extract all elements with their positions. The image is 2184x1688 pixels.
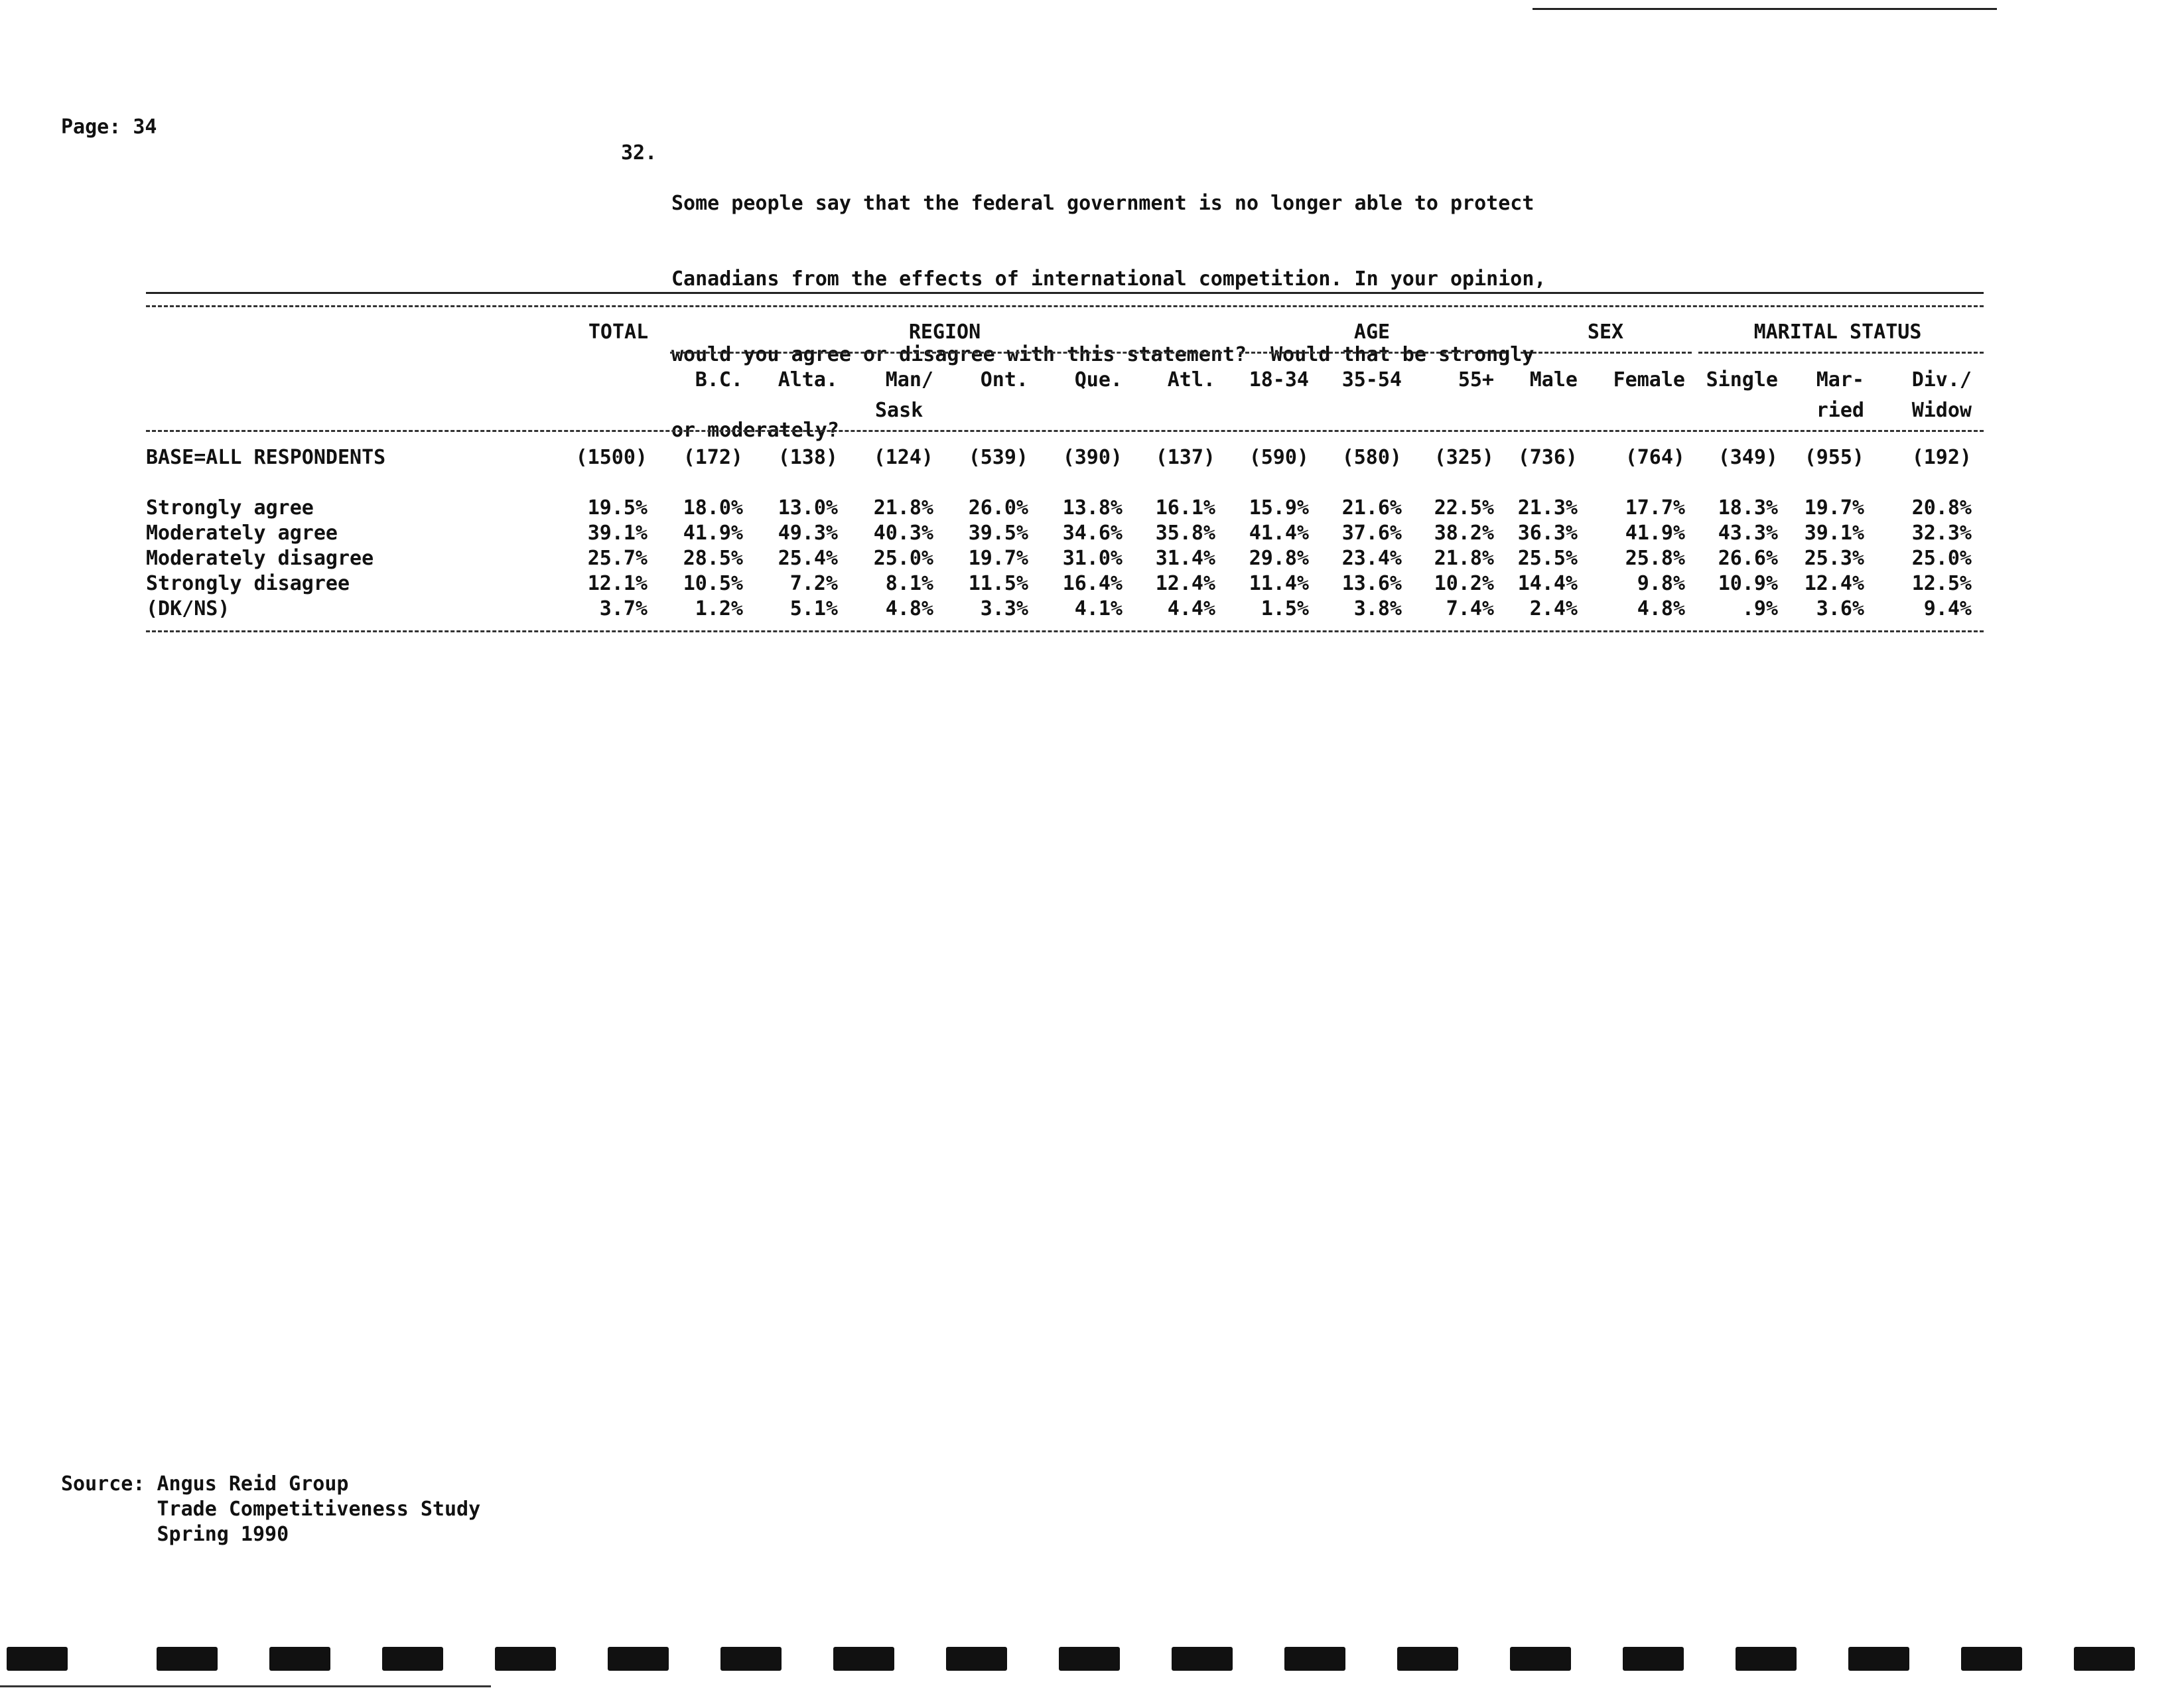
- table-cell: 12.4%: [1155, 572, 1215, 595]
- table-cell: 40.3%: [873, 522, 933, 545]
- registration-mark: [1059, 1647, 1120, 1671]
- table-cell: 7.2%: [789, 572, 838, 595]
- column-header: B.C.: [695, 368, 743, 391]
- table-cell: 3.7%: [599, 597, 648, 620]
- column-header: Div./: [1911, 368, 1972, 391]
- table-cell: 41.9%: [683, 522, 743, 545]
- table-cell: 1.5%: [1261, 597, 1309, 620]
- base-row-value: (172): [683, 446, 743, 469]
- source-note: [61, 1472, 480, 1547]
- table-cell: 16.1%: [1155, 496, 1215, 520]
- table-cell: 25.7%: [587, 547, 648, 570]
- table-cell: 12.4%: [1804, 572, 1864, 595]
- bottom-rule: [0, 1685, 491, 1687]
- base-row-value: (137): [1155, 446, 1215, 469]
- table-cell: 25.3%: [1804, 547, 1864, 570]
- group-underline: [1698, 352, 1984, 354]
- table-cell: 21.8%: [1434, 547, 1494, 570]
- table-cell: 17.7%: [1625, 496, 1685, 520]
- base-row-value: (138): [778, 446, 838, 469]
- question-line: or moderately?: [671, 419, 839, 442]
- table-cell: 20.8%: [1911, 496, 1972, 520]
- table-cell: 19.7%: [968, 547, 1028, 570]
- column-header: Alta.: [778, 368, 838, 391]
- base-row-value: (192): [1911, 446, 1972, 469]
- table-cell: 13.0%: [778, 496, 838, 520]
- table-cell: 26.6%: [1718, 547, 1778, 570]
- group-underline: [670, 352, 1222, 354]
- registration-mark: [269, 1647, 330, 1671]
- table-cell: 36.3%: [1517, 522, 1578, 545]
- group-header: AGE: [1353, 320, 1391, 344]
- table-cell: 29.8%: [1249, 547, 1309, 570]
- table-cell: 31.4%: [1155, 547, 1215, 570]
- table-cell: 25.8%: [1625, 547, 1685, 570]
- table-cell: 7.4%: [1446, 597, 1494, 620]
- table-cell: 16.4%: [1062, 572, 1123, 595]
- source-line: Spring 1990: [61, 1523, 289, 1546]
- table-cell: 25.5%: [1517, 547, 1578, 570]
- group-underline: [1239, 352, 1506, 354]
- table-cell: 39.5%: [968, 522, 1028, 545]
- registration-mark: [1510, 1647, 1571, 1671]
- table-cell: 21.3%: [1517, 496, 1578, 520]
- row-label: Moderately agree: [146, 522, 338, 545]
- base-row-value: (325): [1434, 446, 1494, 469]
- registration-mark: [7, 1647, 68, 1671]
- table-cell: 3.8%: [1353, 597, 1402, 620]
- table-cell: 4.1%: [1074, 597, 1123, 620]
- table-cell: 10.5%: [683, 572, 743, 595]
- column-header: Single: [1706, 368, 1778, 391]
- table-cell: 3.6%: [1816, 597, 1864, 620]
- row-label: Moderately disagree: [146, 547, 374, 570]
- registration-mark: [833, 1647, 894, 1671]
- table-cell: 19.7%: [1804, 496, 1864, 520]
- table-top-dashed-rule: [146, 305, 1984, 307]
- registration-mark: [1284, 1647, 1345, 1671]
- table-cell: 21.6%: [1341, 496, 1402, 520]
- column-header: 55+: [1458, 368, 1494, 391]
- base-row-value: (590): [1249, 446, 1309, 469]
- row-label: (DK/NS): [146, 597, 230, 620]
- base-row-value: (580): [1341, 446, 1402, 469]
- table-cell: 4.8%: [885, 597, 933, 620]
- column-header-line2: Sask: [875, 399, 923, 422]
- column-header: 18-34: [1249, 368, 1309, 391]
- question-text: [671, 141, 1546, 494]
- registration-mark: [1623, 1647, 1684, 1671]
- table-cell: 4.4%: [1167, 597, 1215, 620]
- column-header: Mar-: [1816, 368, 1864, 391]
- table-cell: 39.1%: [1804, 522, 1864, 545]
- registration-mark: [2074, 1647, 2135, 1671]
- base-row-value: (349): [1718, 446, 1778, 469]
- table-cell: 11.4%: [1249, 572, 1309, 595]
- table-cell: 10.9%: [1718, 572, 1778, 595]
- top-rule: [1533, 8, 1997, 10]
- table-cell: 12.5%: [1911, 572, 1972, 595]
- column-header: 35-54: [1341, 368, 1402, 391]
- table-cell: 19.5%: [587, 496, 648, 520]
- base-row-value: (124): [873, 446, 933, 469]
- page-number: Page: 34: [61, 115, 157, 139]
- group-header: TOTAL: [588, 320, 649, 344]
- table-cell: 25.0%: [873, 547, 933, 570]
- question-number: 32.: [621, 141, 657, 165]
- base-row-value: (764): [1625, 446, 1685, 469]
- registration-mark: [1397, 1647, 1458, 1671]
- table-cell: 28.5%: [683, 547, 743, 570]
- question-line: Some people say that the federal government is no longer able to protect: [671, 192, 1535, 215]
- registration-mark: [1736, 1647, 1797, 1671]
- table-cell: 2.4%: [1529, 597, 1578, 620]
- registration-mark: [157, 1647, 218, 1671]
- table-cell: 23.4%: [1341, 547, 1402, 570]
- column-header-line2: ried: [1816, 399, 1864, 422]
- registration-mark: [382, 1647, 443, 1671]
- column-header: Female: [1613, 368, 1685, 391]
- group-underline: [1521, 352, 1692, 354]
- table-cell: 32.3%: [1911, 522, 1972, 545]
- base-row-value: (1500): [575, 446, 648, 469]
- registration-mark: [1961, 1647, 2022, 1671]
- table-cell: 25.4%: [778, 547, 838, 570]
- table-cell: 41.4%: [1249, 522, 1309, 545]
- base-row-value: (539): [968, 446, 1028, 469]
- column-header: Atl.: [1167, 368, 1215, 391]
- table-cell: 15.9%: [1249, 496, 1309, 520]
- table-cell: 21.8%: [873, 496, 933, 520]
- table-cell: 26.0%: [968, 496, 1028, 520]
- base-row-value: (390): [1062, 446, 1123, 469]
- table-cell: 18.0%: [683, 496, 743, 520]
- table-cell: 3.3%: [980, 597, 1028, 620]
- table-cell: 37.6%: [1341, 522, 1402, 545]
- table-cell: 43.3%: [1718, 522, 1778, 545]
- bottom-registration-marks: [0, 1647, 2184, 1673]
- table-cell: 38.2%: [1434, 522, 1494, 545]
- row-label: Strongly disagree: [146, 572, 350, 595]
- header-dashed-rule: [146, 430, 1984, 432]
- column-header: Man/: [885, 368, 933, 391]
- table-cell: 11.5%: [968, 572, 1028, 595]
- column-header: Que.: [1074, 368, 1123, 391]
- question-line: Canadians from the effects of international competition. In your opinion,: [671, 267, 1546, 291]
- group-header: MARITAL STATUS: [1753, 320, 1922, 344]
- table-top-rule: [146, 292, 1984, 294]
- column-header: Male: [1529, 368, 1578, 391]
- table-cell: 9.4%: [1923, 597, 1972, 620]
- table-cell: 13.8%: [1062, 496, 1123, 520]
- table-cell: 35.8%: [1155, 522, 1215, 545]
- registration-mark: [495, 1647, 556, 1671]
- table-bottom-dashed-rule: [146, 630, 1984, 632]
- table-cell: 9.8%: [1637, 572, 1685, 595]
- table-cell: 10.2%: [1434, 572, 1494, 595]
- table-cell: 41.9%: [1625, 522, 1685, 545]
- table-cell: 1.2%: [695, 597, 743, 620]
- table-cell: 34.6%: [1062, 522, 1123, 545]
- table-cell: .9%: [1741, 597, 1778, 620]
- registration-mark: [608, 1647, 669, 1671]
- table-cell: 22.5%: [1434, 496, 1494, 520]
- source-line: Source: Angus Reid Group: [61, 1472, 349, 1496]
- group-header: REGION: [908, 320, 981, 344]
- registration-mark: [1172, 1647, 1233, 1671]
- table-cell: 14.4%: [1517, 572, 1578, 595]
- table-cell: 31.0%: [1062, 547, 1123, 570]
- question-line: would you agree or disagree with this statement? Would that be strongly: [671, 343, 1535, 366]
- row-label: Strongly agree: [146, 496, 314, 520]
- table-cell: 8.1%: [885, 572, 933, 595]
- registration-mark: [946, 1647, 1007, 1671]
- table-cell: 5.1%: [789, 597, 838, 620]
- table-cell: 4.8%: [1637, 597, 1685, 620]
- table-cell: 12.1%: [587, 572, 648, 595]
- base-row-value: (955): [1804, 446, 1864, 469]
- source-line: Trade Competitiveness Study: [61, 1498, 481, 1521]
- base-row-label: BASE=ALL RESPONDENTS: [146, 446, 386, 469]
- table-cell: 39.1%: [587, 522, 648, 545]
- registration-mark: [720, 1647, 782, 1671]
- table-cell: 25.0%: [1911, 547, 1972, 570]
- column-header: Ont.: [980, 368, 1028, 391]
- registration-mark: [1848, 1647, 1909, 1671]
- table-cell: 49.3%: [778, 522, 838, 545]
- base-row-value: (736): [1517, 446, 1578, 469]
- table-cell: 18.3%: [1718, 496, 1778, 520]
- table-cell: 13.6%: [1341, 572, 1402, 595]
- column-header-line2: Widow: [1911, 399, 1972, 422]
- group-header: SEX: [1587, 320, 1624, 344]
